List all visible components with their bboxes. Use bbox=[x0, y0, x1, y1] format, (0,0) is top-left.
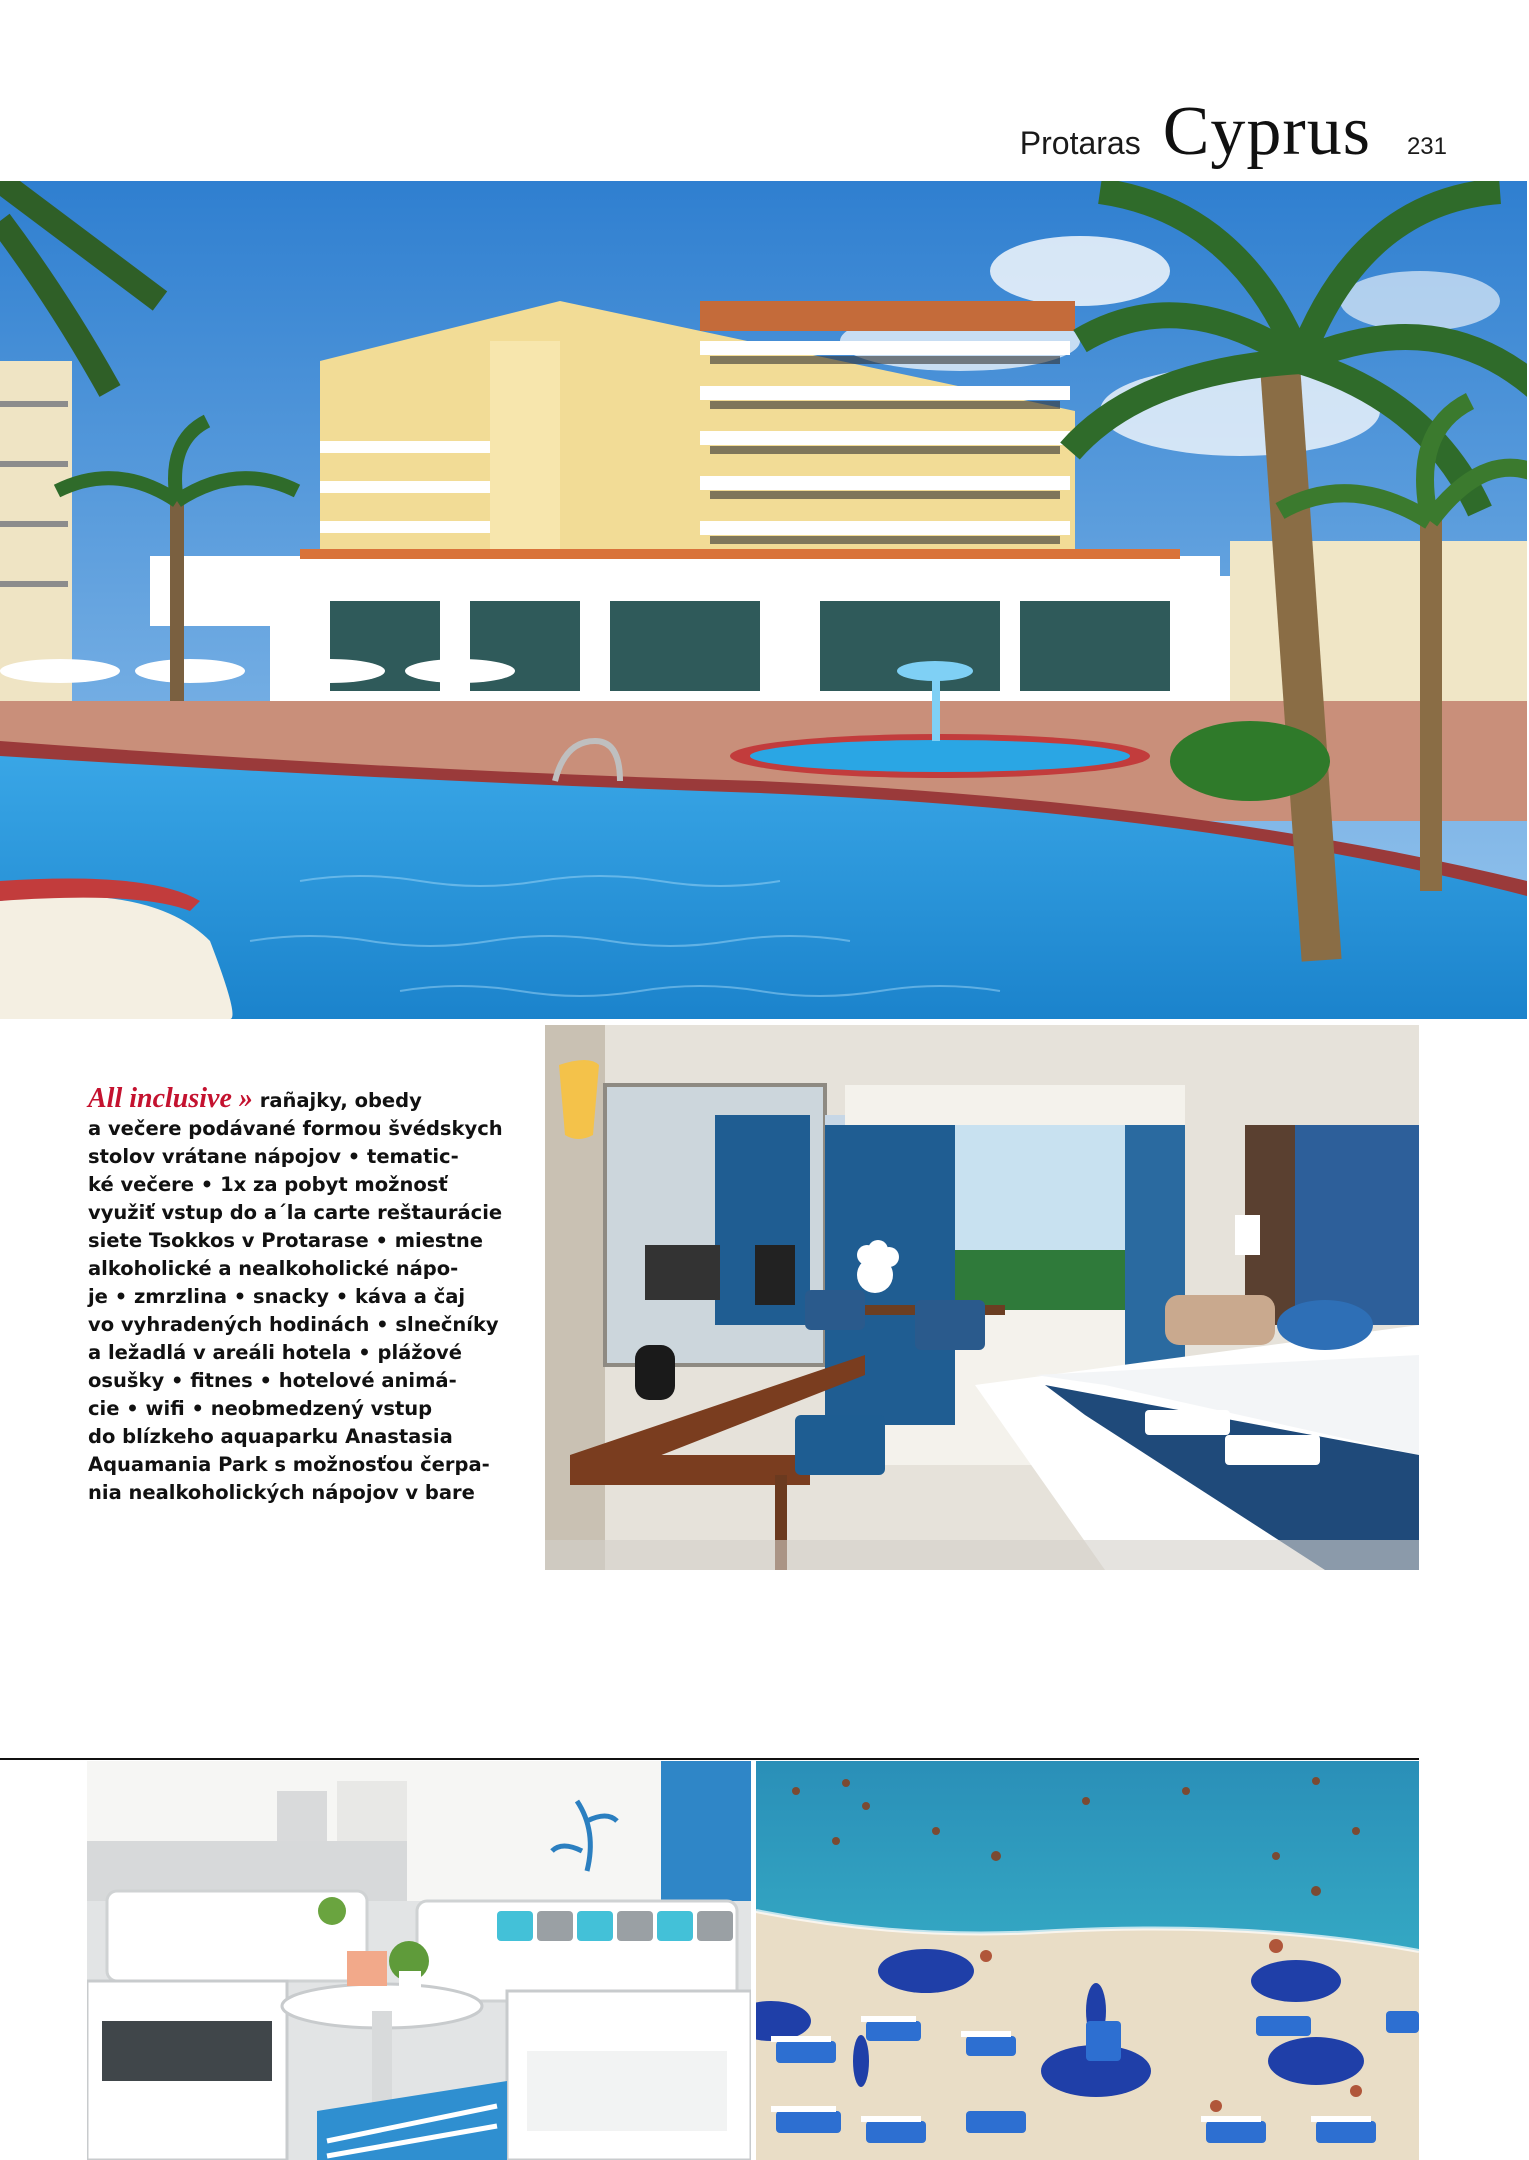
description-line: a ležadlá v areáli hotela • plážové bbox=[88, 1341, 462, 1364]
description-line: nia nealkoholických nápojov v bare bbox=[88, 1481, 475, 1504]
hotel-lounge-photo bbox=[87, 1761, 751, 2160]
description-line: siete Tsokkos v Protarase • miestne bbox=[88, 1229, 483, 1252]
hotel-pool-photo bbox=[0, 181, 1527, 1019]
description-line: a večere podávané formou švédskych bbox=[88, 1117, 503, 1140]
description-line: je • zmrzlina • snacky • káva a čaj bbox=[88, 1285, 466, 1308]
description-line: stolov vrátane nápojov • tematic- bbox=[88, 1145, 459, 1168]
all-inclusive-description bbox=[88, 1083, 503, 1507]
region-name: Protaras bbox=[1019, 125, 1141, 161]
description-line: vo vyhradených hodinách • slnečníky bbox=[88, 1313, 499, 1336]
description-line: rañajky, obedy bbox=[259, 1089, 422, 1112]
country-title: Cyprus bbox=[1162, 93, 1371, 170]
description-line: osušky • fitnes • hotelové animá- bbox=[88, 1369, 457, 1392]
all-inclusive-label: All inclusive » bbox=[88, 1083, 253, 1114]
description-line: Aquamania Park s možnosťou čerpa- bbox=[88, 1453, 490, 1476]
section-divider bbox=[0, 1758, 1419, 1760]
description-line: využiť vstup do a´la carte reštaurácie bbox=[88, 1201, 503, 1224]
description-first-line bbox=[88, 1083, 422, 1114]
description-line: cie • wifi • neobmedzený vstup bbox=[88, 1397, 433, 1420]
description-line: do blízkeho aquaparku Anastasia bbox=[88, 1425, 453, 1448]
page-header bbox=[1020, 92, 1447, 172]
description-line: alkoholické a nealkoholické nápo- bbox=[88, 1257, 459, 1280]
hotel-room-photo bbox=[545, 1025, 1419, 1570]
description-line: ké večere • 1x za pobyt možnosť bbox=[88, 1173, 448, 1196]
beach-photo bbox=[756, 1761, 1419, 2160]
page-number: 231 bbox=[1406, 133, 1447, 160]
